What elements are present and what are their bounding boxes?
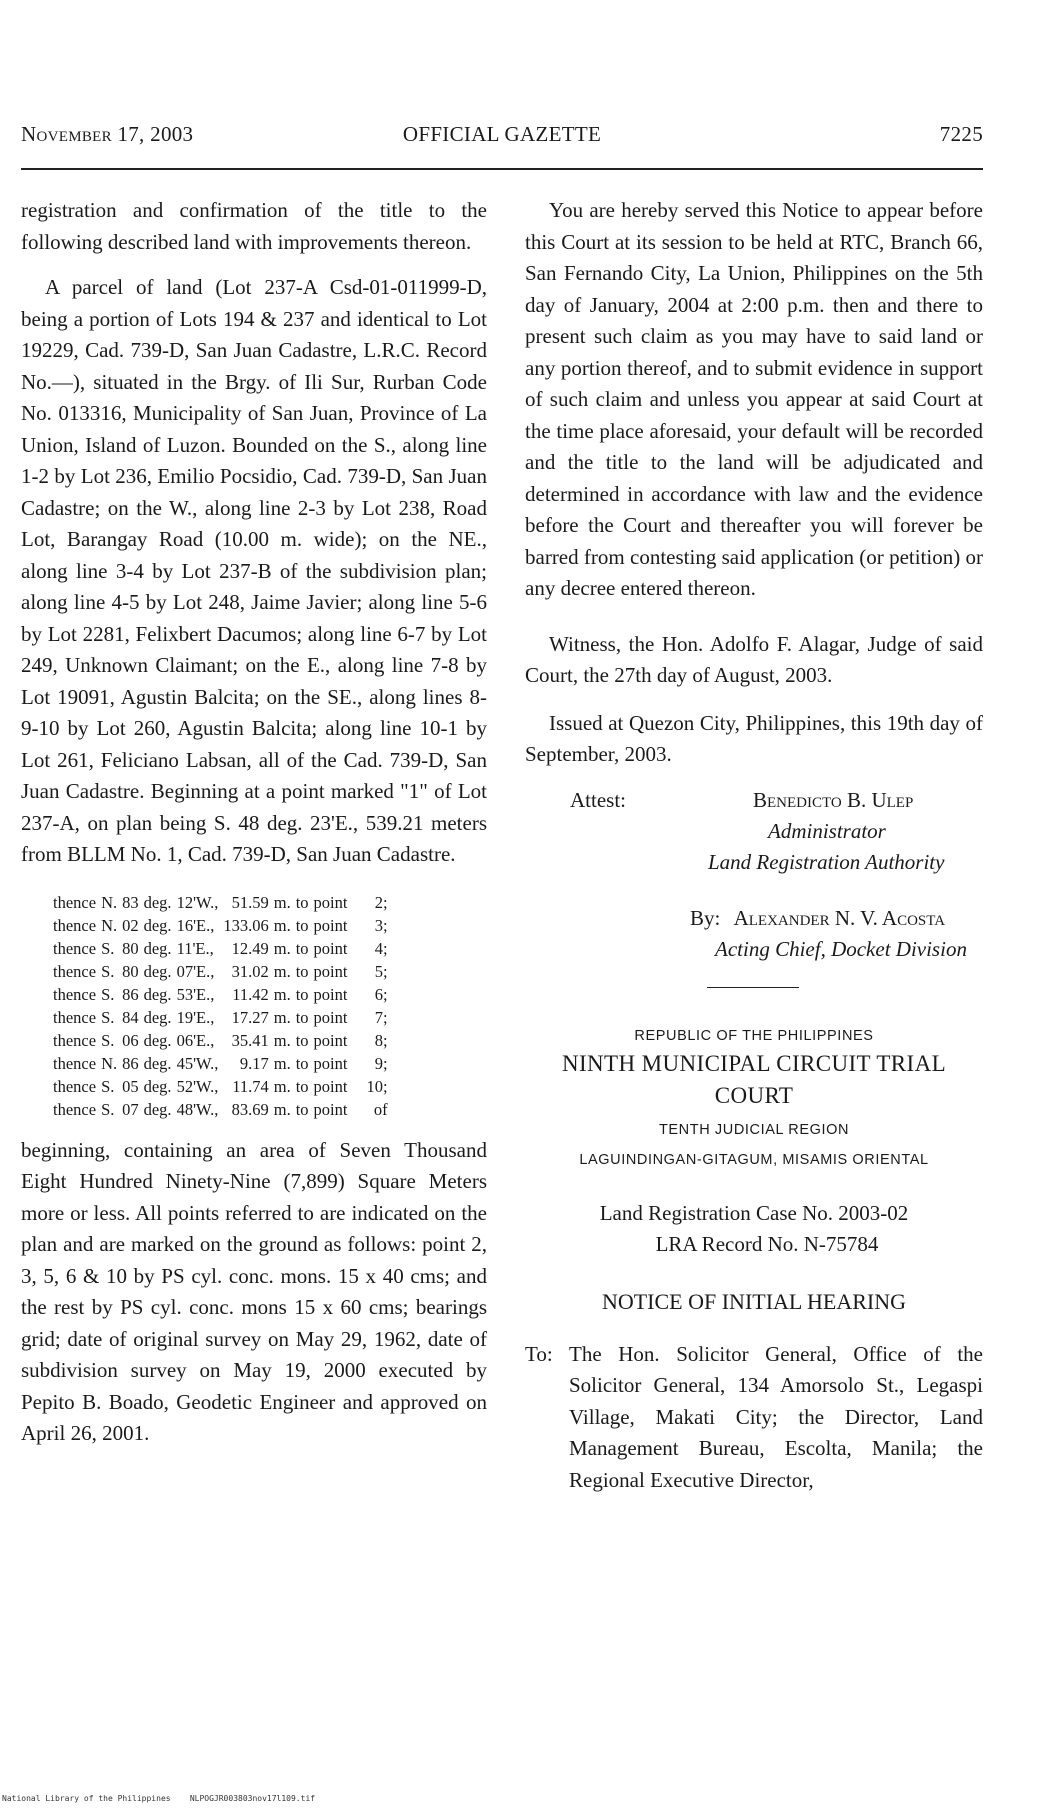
left-column xyxy=(21,195,487,1450)
traverse-cell-p: point xyxy=(313,892,348,912)
traverse-cell-n: 8; xyxy=(374,1030,388,1050)
traverse-cell-n: 5; xyxy=(374,961,388,981)
traverse-cell-to: to xyxy=(295,1030,309,1050)
traverse-cell-n: 10; xyxy=(366,1076,388,1096)
traverse-cell-d: S. xyxy=(101,961,115,981)
attest-block xyxy=(525,785,983,965)
traverse-cell-m: 48'W., xyxy=(176,1099,219,1119)
traverse-cell-u: deg. xyxy=(143,892,172,912)
page-header xyxy=(21,122,983,154)
traverse-cell-d: S. xyxy=(101,1030,115,1050)
traverse-cell-w: thence xyxy=(53,961,97,981)
attest-label: Attest: xyxy=(570,787,626,812)
traverse-cell-dist: 83.69 xyxy=(231,1099,269,1119)
traverse-cell-w: thence xyxy=(53,1030,97,1050)
republic-line: REPUBLIC OF THE PHILIPPINES xyxy=(634,1027,874,1044)
traverse-cell-to: to xyxy=(295,961,309,981)
traverse-cell-dist: 12.49 xyxy=(231,938,269,958)
traverse-cell-to: to xyxy=(295,984,309,1004)
to-recipients: The Hon. Solicitor General, Office of the Solicitor General, 134 Amorsolo St., Legaspi Village, Makati City; the Director, Land Management Bureau, Escolta, Manila; the Regional Executive Director, xyxy=(569,1341,983,1492)
notice-title: NOTICE OF INITIAL HEARING xyxy=(601,1288,907,1314)
traverse-cell-w: thence xyxy=(53,1007,97,1027)
traverse-row xyxy=(53,1098,388,1121)
traverse-cell-to: to xyxy=(295,938,309,958)
lra-record: LRA Record No. N-75784 xyxy=(655,1231,879,1256)
traverse-cell-n: 2; xyxy=(374,892,388,912)
traverse-cell-to: to xyxy=(295,1099,309,1119)
traverse-cell-unit: m. xyxy=(273,984,291,1004)
traverse-cell-dist: 133.06 xyxy=(223,915,269,935)
traverse-cell-m: 11'E., xyxy=(176,938,214,958)
header-rule xyxy=(21,168,983,170)
traverse-cell-p: point xyxy=(313,1053,348,1073)
traverse-cell-d: N. xyxy=(101,892,118,912)
by-row xyxy=(525,903,983,934)
traverse-cell-w: thence xyxy=(53,1099,97,1119)
traverse-cell-w: thence xyxy=(53,915,97,935)
traverse-cell-a: 84 xyxy=(122,1007,139,1027)
traverse-cell-to: to xyxy=(295,1076,309,1096)
traverse-cell-a: 05 xyxy=(122,1076,139,1096)
traverse-cell-w: thence xyxy=(53,984,97,1004)
traverse-cell-p: point xyxy=(313,915,348,935)
traverse-cell-unit: m. xyxy=(273,961,291,981)
traverse-cell-p: point xyxy=(313,938,348,958)
issued-para: Issued at Quezon City, Philippines, this 19th day of September, 2003. xyxy=(525,710,983,766)
header-publication: OFFICIAL GAZETTE xyxy=(402,122,602,146)
right-para-notice: You are hereby served this Notice to appear before this Court at its session to be held at RTC, Branch 66, San Fernando City, La Union, Philippines on the 5th day of January, 2004 at 2:00 p.m. then and there to present such claim as you may have to said land or any portion thereof, and to submit evidence in support of such claim and unless you appear at said Court at the time place aforesaid, your default will be recorded and the title to the land will be adjudicated and determined in accordance with law and the evidence before the Court and thereafter you will forever be barred from contesting said application (or petition) or any decree entered thereon. xyxy=(525,198,983,600)
traverse-cell-p: point xyxy=(313,984,348,1004)
traverse-cell-u: deg. xyxy=(143,1076,172,1096)
traverse-row xyxy=(53,960,388,983)
by-label: By: xyxy=(690,905,721,930)
traverse-cell-to: to xyxy=(295,1007,309,1027)
left-para-registration: registration and confirmation of the title to the following described land with improvements thereon. xyxy=(21,198,487,254)
header-date: November 17, 2003 xyxy=(21,122,194,146)
traverse-cell-unit: m. xyxy=(273,1030,291,1050)
traverse-cell-d: N. xyxy=(101,1053,118,1073)
location-line: LAGUINDINGAN-GITAGUM, MISAMIS ORIENTAL xyxy=(579,1151,929,1168)
traverse-cell-p: point xyxy=(313,961,348,981)
traverse-cell-p: point xyxy=(313,1076,348,1096)
traverse-row xyxy=(53,983,388,1006)
attest-title-administrator: Administrator xyxy=(768,818,886,843)
traverse-cell-n: 7; xyxy=(374,1007,388,1027)
traverse-cell-d: S. xyxy=(101,984,115,1004)
region-line: TENTH JUDICIAL REGION xyxy=(658,1121,850,1138)
witness-para xyxy=(525,629,983,692)
traverse-cell-m: 16'E., xyxy=(176,915,215,935)
traverse-cell-w: thence xyxy=(53,1053,97,1073)
traverse-cell-dist: 17.27 xyxy=(231,1007,269,1027)
traverse-cell-d: S. xyxy=(101,938,115,958)
traverse-cell-dist: 51.59 xyxy=(231,892,269,912)
traverse-cell-u: deg. xyxy=(143,1030,172,1050)
court-line-1: NINTH MUNICIPAL CIRCUIT TRIAL xyxy=(561,1050,947,1076)
traverse-cell-u: deg. xyxy=(143,915,172,935)
traverse-cell-a: 80 xyxy=(122,961,139,981)
traverse-cell-unit: m. xyxy=(273,915,291,935)
header-page-number: 7225 xyxy=(939,122,983,146)
by-title: Acting Chief, Docket Division xyxy=(715,936,967,961)
case-number: Land Registration Case No. 2003-02 xyxy=(599,1200,909,1225)
traverse-cell-dist: 35.41 xyxy=(231,1030,269,1050)
traverse-cell-u: deg. xyxy=(143,1007,172,1027)
traverse-cell-dist: 11.74 xyxy=(232,1076,269,1096)
traverse-cell-w: thence xyxy=(53,938,97,958)
traverse-cell-m: 53'E., xyxy=(176,984,215,1004)
traverse-cell-u: deg. xyxy=(143,938,172,958)
traverse-cell-u: deg. xyxy=(143,1099,172,1119)
traverse-cell-a: 86 xyxy=(122,1053,139,1073)
traverse-row xyxy=(53,1052,388,1075)
left-para-parcel: A parcel of land (Lot 237-A Csd-01-011999-D, being a portion of Lots 194 & 237 and identical to Lot 19229, Cad. 739-D, San Juan Cadastre, L.R.C. Record No.—), situated in the Brgy. of Ili Sur, Rurban Code No. 013316, Municipality of San Juan, Province of La Union, Island of Luzon. Bounded on the S., along line 1-2 by Lot 236, Emilio Pocsidio, Cad. 739-D, San Juan Cadastre; on the W., along line 2-3 by Lot 238, Road Lot, Barangay Road (10.00 m. wide); on the NE., along line 3-4 by Lot 237-B of the subdivision plan; along line 4-5 by Lot 248, Jaime Javier; along line 5-6 by Lot 2281, Felixbert Dacumos; along line 6-7 by Lot 249, Unknown Claimant; on the E., along line 7-8 by Lot 19091, Agustin Balcita; on the SE., along lines 8-9-10 by Lot 260, Agustin Balcita; along line 10-1 by Lot 261, Feliciano Labsan, all of the Cad. 739-D, San Juan Cadastre. Beginning at a point marked "1" of Lot 237-A, on plan being S. 48 deg. 23'E., 539.21 meters from BLLM No. 1, Cad. 739-D, San Juan Cadastre. xyxy=(21,275,487,866)
witness-text: Witness, the Hon. Adolfo F. Alagar, Judge of said Court, the 27th day of August, 2003. xyxy=(525,631,983,687)
traverse-cell-dist: 11.42 xyxy=(232,984,269,1004)
traverse-row xyxy=(53,1075,388,1098)
traverse-cell-a: 83 xyxy=(122,892,139,912)
traverse-cell-unit: m. xyxy=(273,938,291,958)
attest-title-lra: Land Registration Authority xyxy=(708,849,945,874)
traverse-cell-m: 07'E., xyxy=(176,961,215,981)
traverse-cell-d: N. xyxy=(101,915,118,935)
traverse-cell-u: deg. xyxy=(143,961,172,981)
footer-file: NLPOGJR003803nov17l109.tif xyxy=(189,1794,316,1803)
traverse-cell-p: point xyxy=(313,1099,348,1119)
traverse-cell-to: to xyxy=(295,915,309,935)
traverse-cell-unit: m. xyxy=(273,1007,291,1027)
traverse-cell-n: 4; xyxy=(374,938,388,958)
attest-row xyxy=(525,785,983,816)
to-label: To: xyxy=(525,1341,553,1366)
traverse-cell-n: of xyxy=(373,1099,388,1119)
traverse-cell-a: 80 xyxy=(122,938,139,958)
traverse-cell-a: 06 xyxy=(122,1030,139,1050)
right-column xyxy=(525,195,983,1496)
traverse-row xyxy=(53,891,388,914)
traverse-cell-u: deg. xyxy=(143,984,172,1004)
traverse-cell-m: 45'W., xyxy=(176,1053,219,1073)
traverse-cell-n: 6; xyxy=(374,984,388,1004)
left-para-area: beginning, containing an area of Seven Thousand Eight Hundred Ninety-Nine (7,899) Square Meters more or less. All points referred to are indicated on the plan and are marked on the ground as follows: point 2, 3, 5, 6 & 10 by PS cyl. conc. mons. 15 x 40 cms; and the rest by PS cyl. conc. mons 15 x 60 cms; bearings grid; date of original survey on May 29, 1962, date of subdivision survey on May 19, 2000 executed by Pepito B. Boado, Geodetic Engineer and approved on April 26, 2001. xyxy=(21,1137,487,1445)
attest-name: Benedicto B. Ulep xyxy=(753,787,914,812)
traverse-cell-p: point xyxy=(313,1030,348,1050)
traverse-cell-d: S. xyxy=(101,1076,115,1096)
traverse-cell-to: to xyxy=(295,1053,309,1073)
scan-footer xyxy=(2,1794,315,1803)
traverse-row xyxy=(53,914,388,937)
traverse-cell-unit: m. xyxy=(273,892,291,912)
traverse-row xyxy=(53,937,388,960)
court-line-2: COURT xyxy=(714,1082,794,1108)
traverse-cell-n: 9; xyxy=(374,1053,388,1073)
traverse-cell-w: thence xyxy=(53,892,97,912)
traverse-cell-w: thence xyxy=(53,1076,97,1096)
traverse-cell-to: to xyxy=(295,892,309,912)
traverse-cell-dist: 31.02 xyxy=(231,961,269,981)
traverse-cell-d: S. xyxy=(101,1099,115,1119)
traverse-rows xyxy=(53,891,388,1121)
traverse-cell-m: 52'W., xyxy=(176,1076,219,1096)
traverse-cell-n: 3; xyxy=(374,915,388,935)
traverse-cell-m: 19'E., xyxy=(176,1007,215,1027)
traverse-cell-dist: 9.17 xyxy=(239,1053,269,1073)
traverse-row xyxy=(53,1006,388,1029)
traverse-cell-d: S. xyxy=(101,1007,115,1027)
traverse-cell-a: 86 xyxy=(122,984,139,1004)
footer-library: National Library of the Philippines xyxy=(2,1794,171,1803)
traverse-row xyxy=(53,1029,388,1052)
traverse-cell-u: deg. xyxy=(143,1053,172,1073)
traverse-cell-unit: m. xyxy=(273,1099,291,1119)
to-block xyxy=(525,1339,983,1497)
by-name: Alexander N. V. Acosta xyxy=(733,905,946,930)
traverse-cell-unit: m. xyxy=(273,1053,291,1073)
traverse-cell-a: 02 xyxy=(122,915,139,935)
traverse-table xyxy=(53,891,388,1121)
traverse-cell-a: 07 xyxy=(122,1099,139,1119)
traverse-cell-m: 06'E., xyxy=(176,1030,215,1050)
traverse-cell-m: 12'W., xyxy=(176,892,219,912)
traverse-cell-unit: m. xyxy=(273,1076,291,1096)
traverse-cell-p: point xyxy=(313,1007,348,1027)
section-divider xyxy=(707,987,799,988)
